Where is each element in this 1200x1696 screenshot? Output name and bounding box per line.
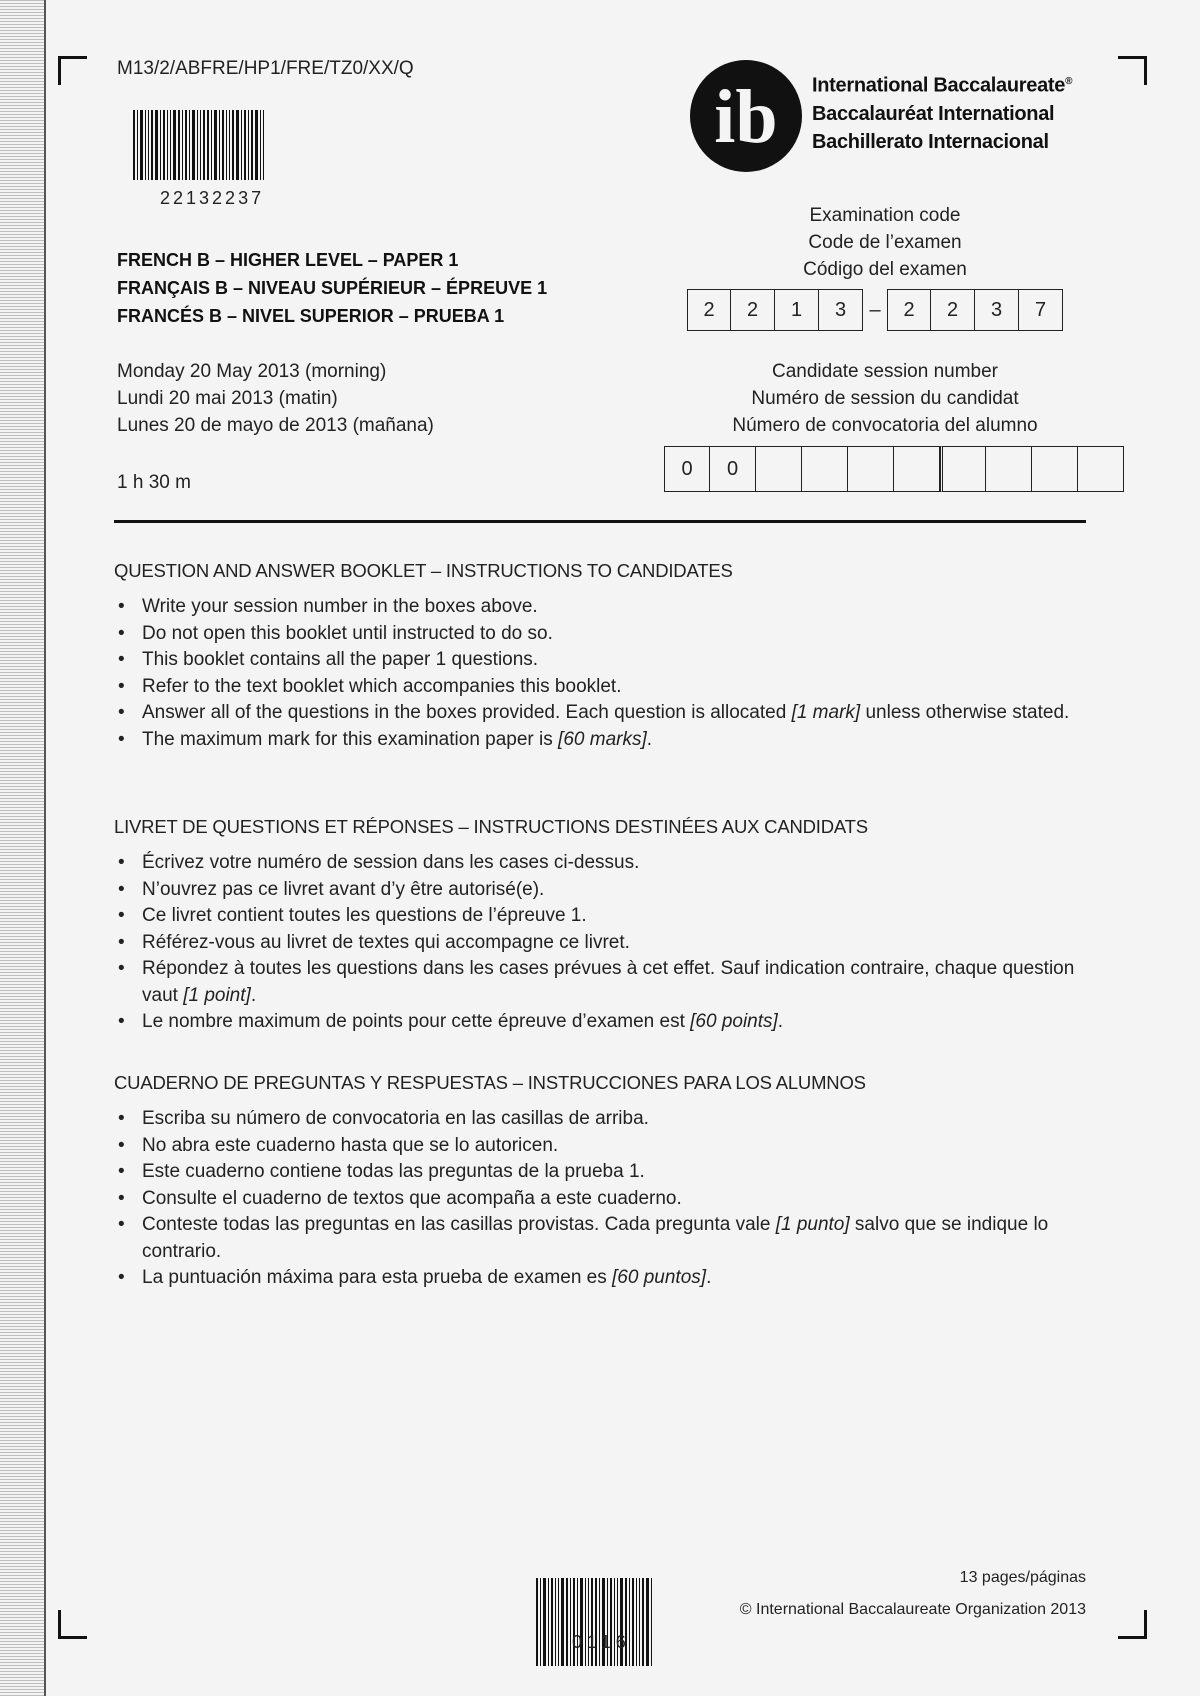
exam-code-digit: 2	[731, 289, 775, 331]
barcode-top	[133, 110, 266, 180]
crop-mark-bottom-right	[1118, 1610, 1147, 1639]
candidate-digit-box[interactable]: 0	[710, 446, 756, 492]
barcode-bottom-number: 0116	[572, 1632, 631, 1652]
exam-code-digit: 3	[975, 289, 1019, 331]
section-heading: CUADERNO DE PREGUNTAS Y RESPUESTAS – INSTRUCCIONES PARA LOS ALUMNOS	[114, 1072, 866, 1093]
barcode-bar	[646, 1578, 649, 1666]
barcode-bar	[148, 110, 149, 180]
barcode-bar	[189, 110, 190, 180]
organization-name-en: International Baccalaureate®	[812, 74, 1073, 97]
exam-code-digit: 7	[1019, 289, 1063, 331]
instruction-list	[114, 850, 1094, 1036]
barcode-bar	[543, 1578, 546, 1666]
barcode-bar	[632, 1578, 634, 1666]
organization-name-fr: Baccalauréat International	[812, 102, 1055, 125]
exam-code-digit: 3	[819, 289, 863, 331]
organization-name-es: Bachillerato Internacional	[812, 130, 1049, 153]
perforation-strip	[0, 0, 46, 1696]
instruction-item: • Este cuaderno contiene todas las preguntas de la prueba 1.	[114, 1159, 1094, 1186]
page-footer	[740, 1562, 1086, 1626]
barcode-bar	[561, 1578, 564, 1666]
mark-allocation: [1 point]	[183, 984, 251, 1006]
candidate-digit-box[interactable]	[848, 446, 894, 492]
barcode-top-number: 22132237	[160, 188, 265, 208]
barcode-bar	[207, 110, 209, 180]
barcode-bar	[642, 1578, 644, 1666]
mark-allocation: [60 points]	[690, 1011, 778, 1032]
candidate-digit-box[interactable]	[756, 446, 802, 492]
copyright-notice: © International Baccalaureate Organization 2013	[739, 1601, 1086, 1618]
instructions-fr	[114, 816, 1094, 1036]
barcode-bar	[536, 1578, 538, 1666]
instruction-list	[114, 594, 1094, 753]
candidate-digit-box[interactable]	[802, 446, 848, 492]
instruction-item: • Référez-vous au livret de textes qui accompagne ce livret.	[114, 930, 1094, 957]
crop-mark-top-left	[58, 56, 87, 85]
barcode-bar	[260, 110, 261, 180]
exam-code-label-es: Código del examen	[803, 259, 967, 280]
barcode-bar	[170, 110, 171, 180]
barcode-bar	[160, 110, 161, 180]
barcode-bar	[185, 110, 187, 180]
candidate-digit-box[interactable]	[1032, 446, 1078, 492]
barcode-bar	[192, 110, 195, 180]
candidate-number-labels	[690, 358, 1080, 439]
instruction-item: • Refer to the text booklet which accompanies this booklet.	[114, 674, 1094, 701]
barcode-bar	[232, 110, 234, 180]
barcode-bar	[155, 110, 158, 180]
barcode-bar	[219, 110, 220, 180]
barcode-bar	[263, 110, 264, 180]
candidate-digit-box[interactable]	[986, 446, 1032, 492]
barcode-bar	[197, 110, 198, 180]
mark-allocation: [1 mark]	[791, 702, 861, 723]
mark-allocation: [60 marks]	[558, 728, 647, 750]
paper-title-en: FRENCH B – HIGHER LEVEL – PAPER 1	[117, 250, 459, 270]
barcode-bar	[244, 110, 246, 180]
instruction-item: • N’ouvrez pas ce livret avant d’y être autorisé(e).	[114, 877, 1094, 904]
organization-names	[812, 68, 1072, 156]
mark-allocation: [60 puntos]	[612, 1267, 707, 1288]
barcode-bar	[248, 110, 249, 180]
instruction-item: • Answer all of the questions in the boxes provided. Each question is allocated [1 mark] unless otherwise stated.	[114, 700, 1094, 727]
candidate-label-es: Número de convocatoria del alumno	[732, 415, 1038, 436]
section-heading: QUESTION AND ANSWER BOOKLET – INSTRUCTIONS TO CANDIDATES	[114, 560, 733, 581]
candidate-digit-box[interactable]	[894, 446, 940, 492]
exam-dates	[117, 358, 434, 439]
barcode-bar	[241, 110, 242, 180]
exam-code-labels	[690, 202, 1080, 283]
barcode-bar	[222, 110, 224, 180]
instruction-item: • No abra este cuaderno hasta que se lo autoricen.	[114, 1133, 1094, 1160]
exam-code-digit: 2	[687, 289, 731, 331]
barcode-bar	[555, 1578, 556, 1666]
instruction-item: • Do not open this booklet until instructed to do so.	[114, 621, 1094, 648]
exam-code-digit: 2	[887, 289, 931, 331]
exam-date-fr: Lundi 20 mai 2013 (matin)	[117, 388, 338, 409]
exam-date-es: Lunes 20 de mayo de 2013 (mañana)	[117, 415, 434, 436]
mark-allocation: [1 punto]	[775, 1214, 850, 1235]
section-heading: LIVRET DE QUESTIONS ET RÉPONSES – INSTRUCTIONS DESTINÉES AUX CANDIDATS	[114, 816, 868, 837]
barcode-bar	[133, 110, 135, 180]
barcode-bar	[651, 1578, 652, 1666]
barcode-bar	[182, 110, 183, 180]
barcode-bar	[566, 1578, 568, 1666]
barcode-bar	[163, 110, 165, 180]
barcode-bar	[178, 110, 180, 180]
barcode-bar	[236, 110, 239, 180]
instruction-item: • La puntuación máxima para esta prueba de examen es [60 puntos].	[114, 1265, 1094, 1292]
candidate-label-fr: Numéro de session du candidat	[751, 388, 1019, 409]
barcode-bar	[145, 110, 146, 180]
registered-mark: ®	[1065, 76, 1073, 87]
barcode-bar	[214, 110, 217, 180]
candidate-number-boxes	[664, 446, 1124, 492]
barcode-bar	[540, 1578, 541, 1666]
exam-code-boxes	[687, 289, 1063, 331]
barcode-bar	[229, 110, 230, 180]
barcode-bar	[167, 110, 168, 180]
instruction-item: • Consulte el cuaderno de textos que acompaña a este cuaderno.	[114, 1186, 1094, 1213]
instruction-item: • Escriba su número de convocatoria en las casillas de arriba.	[114, 1106, 1094, 1133]
barcode-bar	[548, 1578, 549, 1666]
exam-code-digit: 2	[931, 289, 975, 331]
paper-titles	[117, 246, 547, 330]
barcode-bar	[226, 110, 227, 180]
candidate-digit-box[interactable]	[940, 446, 986, 492]
barcode-bar	[173, 110, 176, 180]
barcode-bar	[636, 1578, 637, 1666]
barcode-bar	[200, 110, 201, 180]
instruction-item: • This booklet contains all the paper 1 questions.	[114, 647, 1094, 674]
barcode-bar	[551, 1578, 553, 1666]
ib-logo	[688, 58, 804, 174]
candidate-digit-box[interactable]	[1078, 446, 1124, 492]
exam-date-en: Monday 20 May 2013 (morning)	[117, 361, 387, 382]
barcode-bar	[251, 110, 253, 180]
crop-mark-top-right	[1118, 56, 1147, 85]
paper-title-es: FRANCÉS B – NIVEL SUPERIOR – PRUEBA 1	[117, 306, 505, 326]
instruction-item: • Write your session number in the boxes above.	[114, 594, 1094, 621]
barcode-bar	[211, 110, 212, 180]
crop-mark-bottom-left	[58, 1610, 87, 1639]
barcode-bar	[639, 1578, 640, 1666]
exam-code-separator: –	[869, 298, 881, 321]
instruction-item: • Conteste todas las preguntas en las casillas provistas. Cada pregunta vale [1 punto] salvo que se indique lo contrario.	[114, 1212, 1094, 1265]
barcode-bar	[255, 110, 258, 180]
exam-code-label-en: Examination code	[809, 205, 961, 226]
instruction-item: • Ce livret contient toutes les questions de l’épreuve 1.	[114, 903, 1094, 930]
ib-logo-text: ib	[714, 75, 778, 159]
barcode-bar	[203, 110, 205, 180]
barcode-bar	[570, 1578, 571, 1666]
instruction-item: • Écrivez votre numéro de session dans les cases ci-dessus.	[114, 850, 1094, 877]
paper-title-fr: FRANÇAIS B – NIVEAU SUPÉRIEUR – ÉPREUVE 1	[117, 278, 548, 298]
exam-code-digit: 1	[775, 289, 819, 331]
instruction-list	[114, 1106, 1094, 1292]
instruction-item: • Répondez à toutes les questions dans les cases prévues à cet effet. Sauf indication contraire, chaque question vaut [1 point].	[114, 956, 1094, 1009]
exam-duration: 1 h 30 m	[117, 472, 191, 493]
barcode-bar	[151, 110, 153, 180]
barcode-bar	[558, 1578, 559, 1666]
exam-code-label-fr: Code de l’examen	[808, 232, 962, 253]
candidate-digit-box[interactable]: 0	[664, 446, 710, 492]
paper-reference-code: M13/2/ABFRE/HP1/FRE/TZ0/XX/Q	[117, 58, 414, 79]
header-divider	[114, 520, 1086, 523]
barcode-bar	[137, 110, 138, 180]
barcode-bar	[140, 110, 143, 180]
instruction-item: • Le nombre maximum de points pour cette épreuve d’examen est [60 points].	[114, 1009, 1094, 1036]
candidate-label-en: Candidate session number	[771, 361, 999, 382]
instructions-en	[114, 560, 1094, 753]
instruction-item: • The maximum mark for this examination paper is [60 marks].	[114, 727, 1094, 754]
instructions-es	[114, 1072, 1094, 1292]
page-count: 13 pages/páginas	[959, 1569, 1086, 1586]
